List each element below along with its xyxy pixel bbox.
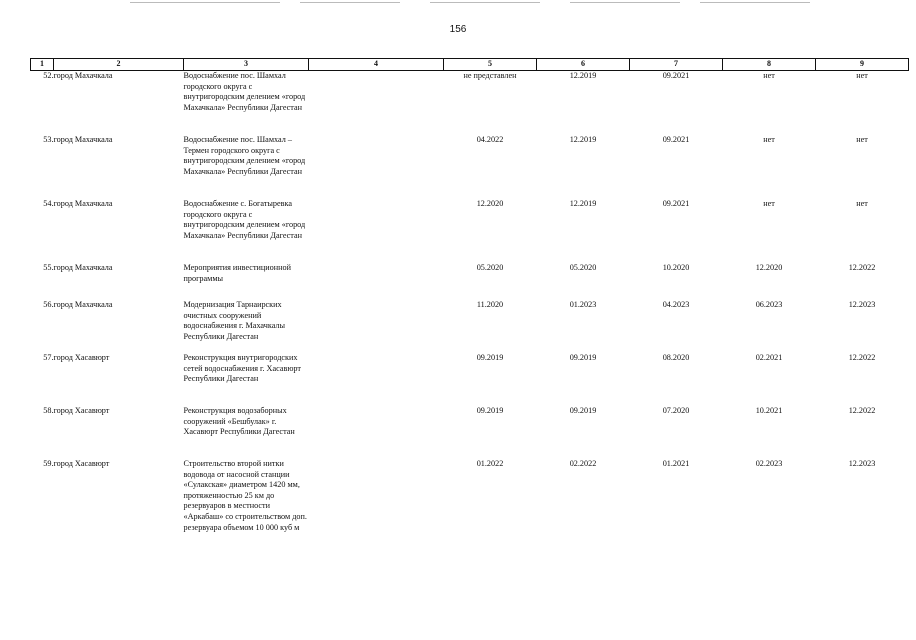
column-6-cell: 09.2019 <box>569 406 597 415</box>
column-header: 2 <box>54 59 184 71</box>
column-7-cell: 09.2021 <box>662 135 690 144</box>
column-9-cell: нет <box>856 135 868 144</box>
city-cell: город Махачкала <box>53 300 113 309</box>
column-7-cell: 08.2020 <box>662 353 690 362</box>
column-8-cell: нет <box>763 71 775 80</box>
top-edge-rule <box>570 2 680 3</box>
description-cell: Водоснабжение с. Богатыревка городского округа с внутригородским делением «город Махачкала» Республики Дагестан <box>183 199 306 240</box>
column-5-cell: не представлен <box>463 71 517 80</box>
column-8-cell: 02.2021 <box>755 353 783 362</box>
description-cell: Реконструкция внутригородских сетей водоснабжения г. Хасавюрт Республики Дагестан <box>183 353 301 384</box>
table-row <box>31 263 909 300</box>
row-number: 59. <box>43 459 54 468</box>
column-8-cell: 10.2021 <box>755 406 783 415</box>
column-9-cell: нет <box>856 71 868 80</box>
column-6-cell: 12.2019 <box>569 199 597 208</box>
column-8-cell: нет <box>763 135 775 144</box>
city-cell: город Хасавюрт <box>53 406 110 415</box>
column-8-cell: 06.2023 <box>755 300 783 309</box>
table-row <box>31 406 909 459</box>
column-6-cell: 05.2020 <box>569 263 597 272</box>
column-7-cell: 09.2021 <box>662 199 690 208</box>
column-5-cell: 05.2020 <box>476 263 504 272</box>
column-7-cell: 10.2020 <box>662 263 690 272</box>
column-4-cell <box>309 459 444 555</box>
description-cell: Строительство второй нитки водовода от насосной станции «Сулакская» диаметром 1420 мм, протяженностью 25 км до резервуаров в местности «Аркабаш» со строительством доп. резервуара объемом 10 000 куб м <box>183 459 307 532</box>
row-number: 56. <box>43 300 54 309</box>
top-edge-rule <box>700 2 810 3</box>
column-9-cell: 12.2023 <box>848 300 876 309</box>
column-6-cell: 12.2019 <box>569 135 597 144</box>
table-row <box>31 353 909 406</box>
column-header: 5 <box>444 59 537 71</box>
column-4-cell <box>309 199 444 263</box>
column-4-cell <box>309 353 444 406</box>
column-7-cell: 09.2021 <box>662 71 690 80</box>
column-7-cell: 07.2020 <box>662 406 690 415</box>
row-number: 57. <box>43 353 54 362</box>
page-number: 156 <box>449 24 467 35</box>
column-4-cell <box>309 135 444 199</box>
column-9-cell: 12.2022 <box>848 353 876 362</box>
column-9-cell: нет <box>856 199 868 208</box>
column-5-cell: 09.2019 <box>476 353 504 362</box>
city-cell: город Махачкала <box>53 135 113 144</box>
row-number: 52. <box>43 71 54 80</box>
description-cell: Реконструкция водозаборных сооружений «Бешбулак» г. Хасавюрт Республики Дагестан <box>183 406 295 437</box>
row-number: 55. <box>43 263 54 272</box>
column-5-cell: 09.2019 <box>476 406 504 415</box>
header-row <box>31 59 909 71</box>
column-5-cell: 11.2020 <box>476 300 504 309</box>
column-7-cell: 04.2023 <box>662 300 690 309</box>
row-number: 54. <box>43 199 54 208</box>
description-cell: Водоснабжение пос. Шамхал – Термен городского округа с внутригородским делением «город Махачкала» Республики Дагестан <box>183 135 306 176</box>
column-8-cell: 02.2023 <box>755 459 783 468</box>
top-edge-rule <box>430 2 540 3</box>
row-number: 53. <box>43 135 54 144</box>
table-row <box>31 71 909 136</box>
description-cell: Мероприятия инвестиционной программы <box>183 263 291 283</box>
column-5-cell: 12.2020 <box>476 199 504 208</box>
column-7-cell: 01.2021 <box>662 459 690 468</box>
column-header: 6 <box>537 59 630 71</box>
column-9-cell: 12.2022 <box>848 406 876 415</box>
top-edge-rule <box>300 2 400 3</box>
column-4-cell <box>309 263 444 300</box>
table-row <box>31 135 909 199</box>
column-4-cell <box>309 406 444 459</box>
column-header: 1 <box>31 59 54 71</box>
column-8-cell: нет <box>763 199 775 208</box>
column-header: 7 <box>630 59 723 71</box>
column-6-cell: 01.2023 <box>569 300 597 309</box>
row-number: 58. <box>43 406 54 415</box>
column-header: 8 <box>723 59 816 71</box>
column-4-cell <box>309 71 444 136</box>
column-9-cell: 12.2023 <box>848 459 876 468</box>
city-cell: город Махачкала <box>53 71 113 80</box>
column-8-cell: 12.2020 <box>755 263 783 272</box>
description-cell: Модернизация Тарнаирских очистных сооружений водоснабжения г. Махачкалы Республики Дагестан <box>183 300 285 341</box>
top-edge-rule <box>130 2 280 3</box>
schedule-table <box>30 58 909 555</box>
column-header: 4 <box>309 59 444 71</box>
column-4-cell <box>309 300 444 353</box>
column-5-cell: 04.2022 <box>476 135 504 144</box>
description-cell: Водоснабжение пос. Шамхал городского округа с внутригородским делением «город Махачкала» Республики Дагестан <box>183 71 306 112</box>
table-row <box>31 459 909 555</box>
city-cell: город Хасавюрт <box>53 459 110 468</box>
city-cell: город Хасавюрт <box>53 353 110 362</box>
column-9-cell: 12.2022 <box>848 263 876 272</box>
column-header: 9 <box>816 59 909 71</box>
column-6-cell: 09.2019 <box>569 353 597 362</box>
column-6-cell: 02.2022 <box>569 459 597 468</box>
table-row <box>31 199 909 263</box>
column-5-cell: 01.2022 <box>476 459 504 468</box>
city-cell: город Махачкала <box>53 199 113 208</box>
column-6-cell: 12.2019 <box>569 71 597 80</box>
table-row <box>31 300 909 353</box>
column-header: 3 <box>184 59 309 71</box>
city-cell: город Махачкала <box>53 263 113 272</box>
